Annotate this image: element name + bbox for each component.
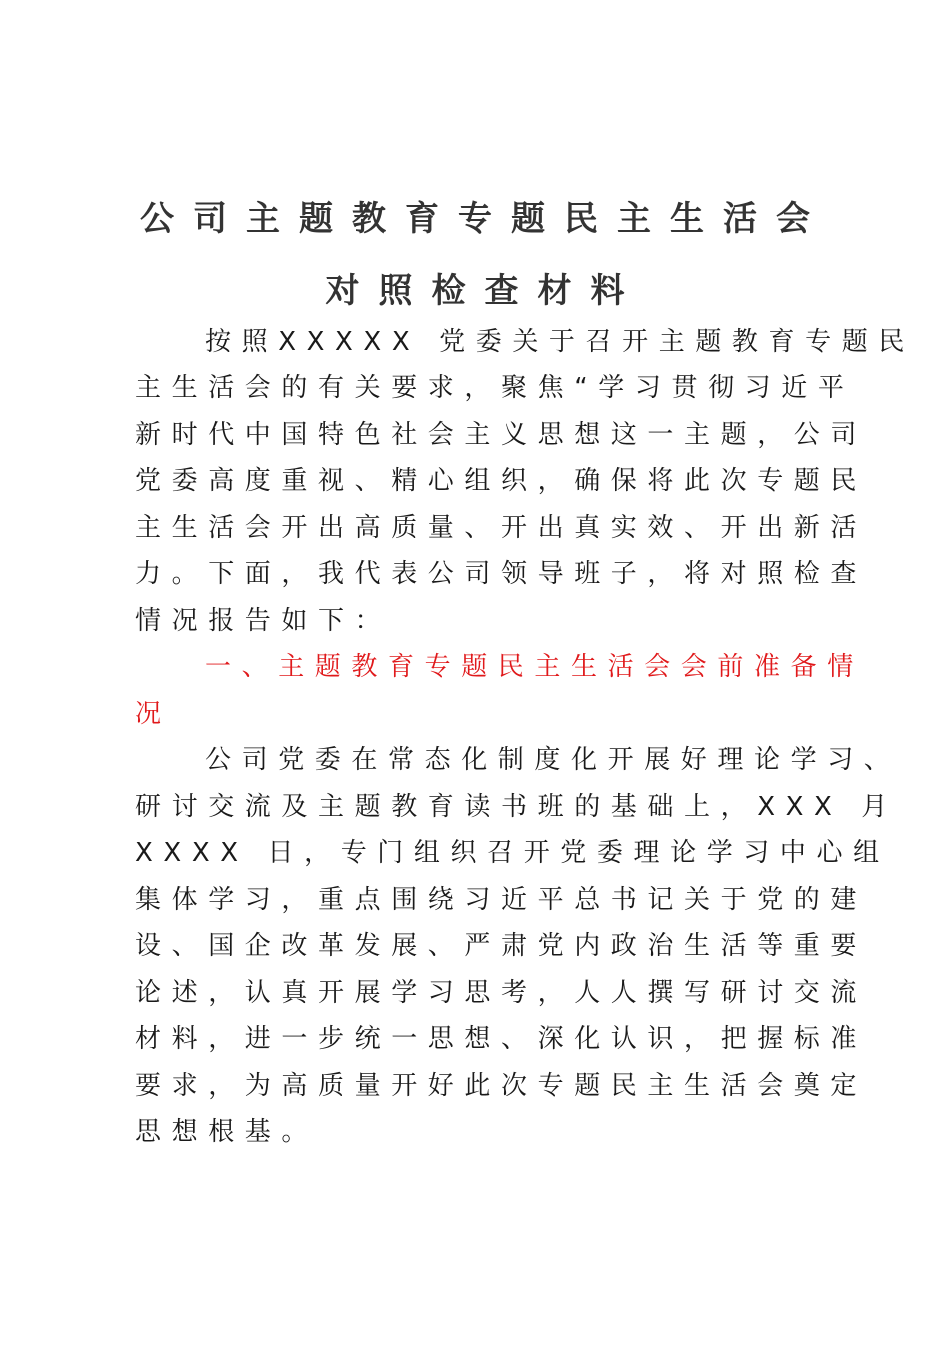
section-heading-line-1: 一、主题教育专题民主生活会会前准备情 xyxy=(205,652,864,682)
document-title-line-2: 对照检查材料 xyxy=(325,271,644,311)
paragraph-2-line-2: 研讨交流及主题教育读书班的基础上，XXX 月 xyxy=(135,792,898,822)
paragraph-1-line-2: 主生活会的有关要求，聚焦“学习贯彻习近平 xyxy=(135,373,855,403)
paragraph-2-line-4: 集体学习，重点围绕习近平总书记关于党的建 xyxy=(135,885,868,915)
paragraph-2-line-6: 论述，认真开展学习思考，人人撰写研讨交流 xyxy=(135,978,868,1008)
paragraph-1-line-4: 党委高度重视、精心组织，确保将此次专题民 xyxy=(135,466,868,496)
paragraph-1-line-5: 主生活会开出高质量、开出真实效、开出新活 xyxy=(135,513,868,543)
document-title-line-1: 公司主题教育专题民主生活会 xyxy=(140,199,829,239)
section-heading-line-2: 况 xyxy=(135,699,172,729)
paragraph-1-line-1: 按照XXXXX 党委关于召开主题教育专题民 xyxy=(205,327,915,357)
paragraph-2-line-5: 设、国企改革发展、严肃党内政治生活等重要 xyxy=(135,931,868,961)
paragraph-1-line-3: 新时代中国特色社会主义思想这一主题，公司 xyxy=(135,420,868,450)
paragraph-1-line-6: 力。下面，我代表公司领导班子，将对照检查 xyxy=(135,559,868,589)
paragraph-2-line-1: 公司党委在常态化制度化开展好理论学习、 xyxy=(205,745,901,775)
paragraph-2-line-8: 要求，为高质量开好此次专题民主生活会奠定 xyxy=(135,1071,868,1101)
paragraph-2-line-7: 材料，进一步统一思想、深化认识，把握标准 xyxy=(135,1024,868,1054)
paragraph-1-line-7: 情况报告如下： xyxy=(135,606,392,636)
paragraph-2-line-9: 思想根基。 xyxy=(135,1117,319,1147)
paragraph-2-line-3: XXXX 日，专门组织召开党委理论学习中心组 xyxy=(135,838,890,868)
